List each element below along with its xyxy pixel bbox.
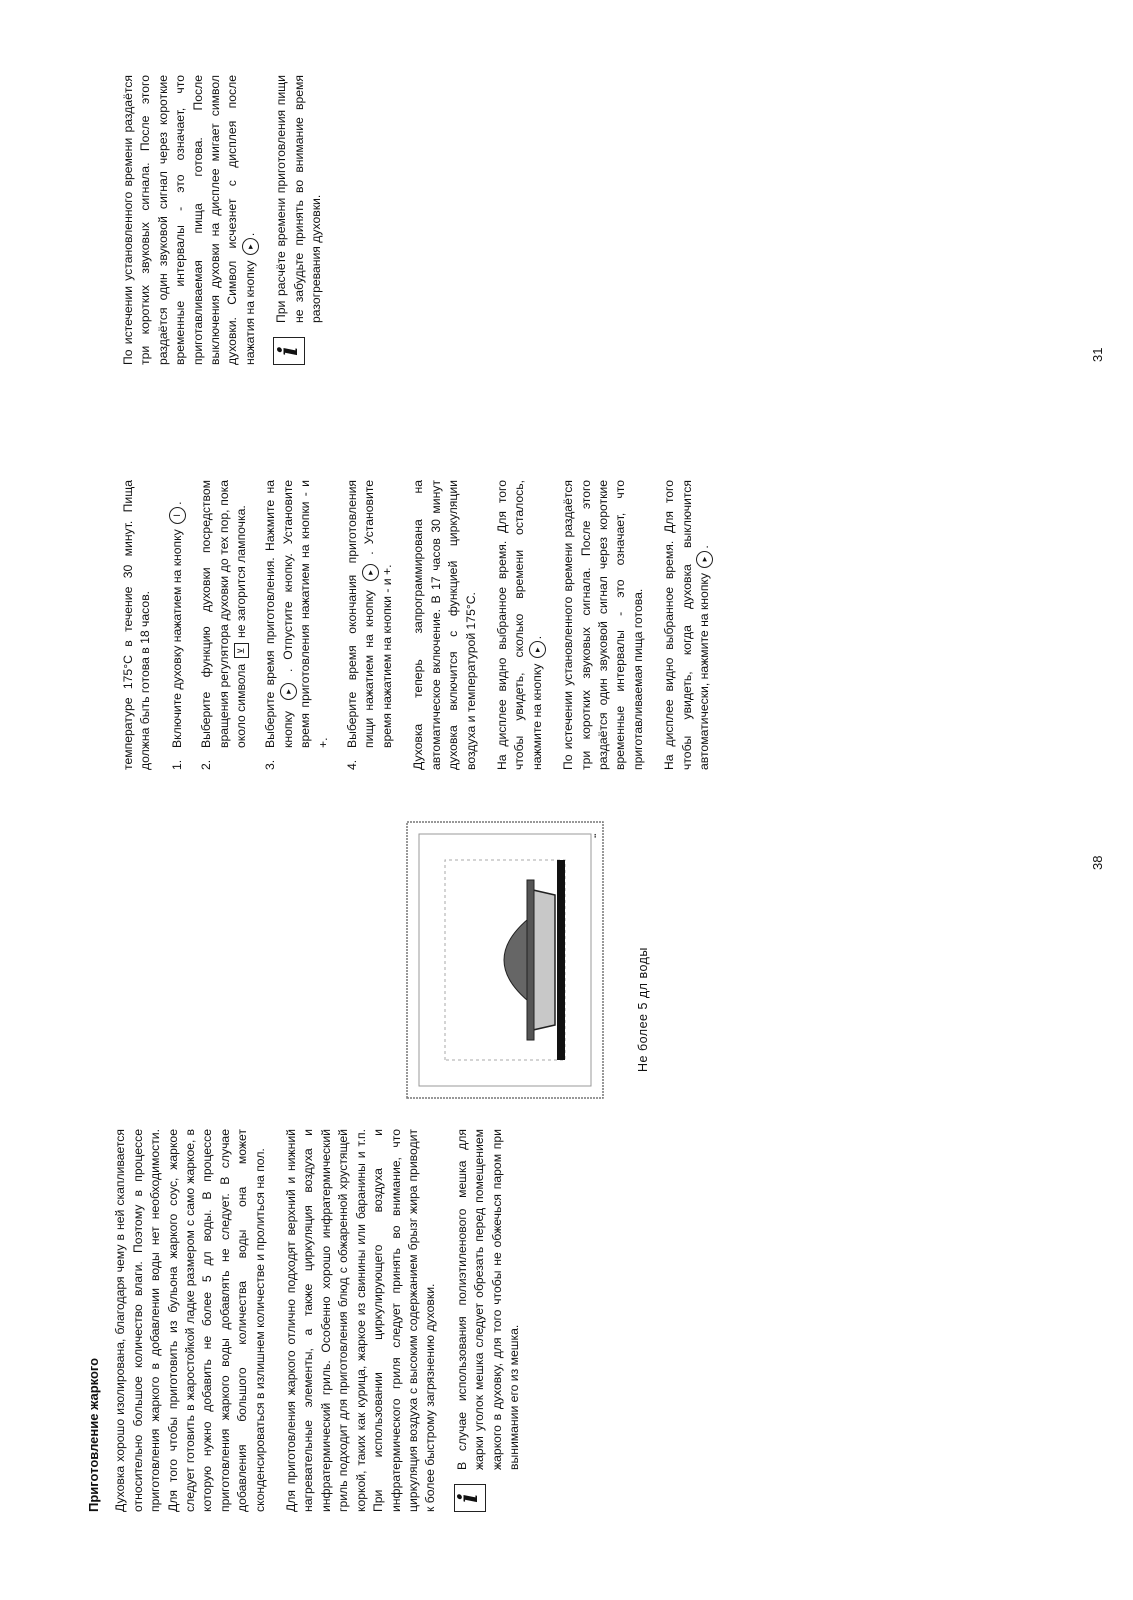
info-note-text: При расчёте времени приготовления пищи не забудьте принять во внимание время разогревания духовки. [274, 75, 324, 323]
paragraph-temperature: температуре 175°C в течение 30 минут. Пища должна быть готова в 18 часов. [121, 480, 153, 770]
info-note [454, 1129, 524, 1512]
right-column-2 [120, 75, 325, 365]
right-column-1 [120, 480, 727, 770]
paragraph-display-end-text: На дисплее видно выбранное время. Для того чтобы увидеть, когда духовка выключится автоматически, нажмите на кнопку [662, 480, 711, 770]
paragraph-intro: Духовка хорошо изолирована, благодаря чему в ней скапливается относительно большое количество влаги. Поэтому в процессе приготовления жаркого в добавлении воды нет необходимости. Для того чтобы приготовить из бульона жаркого соус, жаркое следует готовить в жаростойкой ладке размером с само жаркое, в которую нужно добавить не более 5 дл воды. В процессе приготовления жаркого воды добавлять не следует. В случае добавления большого количества воды она может сконденсироваться в излишнем количестве и пролиться на пол. [113, 1129, 267, 1512]
paragraph-heating: Для приготовления жаркого отлично подходят верхний и нижний нагревательные элементы, а также циркуляция воздуха и инфратермический гриль. Особенно хорошо инфратермический гриль подходит для приготовления блюд с обжаренной хрустящей коркой, таких как курица, жаркое из свинины или баранины и т.п. При использовании циркулирующего воздуха и инфратермического гриля следует принять во внимание, что циркуляция воздуха с высоким содержанием брызг жира приводит к более быстрому загрязнению духовки. [284, 1129, 438, 1512]
step-text-continued: . Установите время нажатием на кнопки - и +. [362, 479, 394, 748]
info-icon: i [454, 1484, 486, 1512]
paragraph-display-remaining-text: На дисплее видно выбранное время. Для того чтобы увидеть, сколько времени осталось, нажмите на кнопку [494, 480, 544, 770]
step-text-continued: . Отпустите кнопку. Установите время приготовления нажатием на кнопки - и +. [280, 480, 330, 748]
paragraph-signal-end-text: По истечении установленного времени раздаётся три коротких звуковых сигнала. После этого раздаётся один звуковой сигнал через короткие временные интервалы - это означает, что приготавливаемая пища готова. После выключения духовки на дисплее мигает символ духовки. Символ исчезнет с дисплея после нажатия на кнопку [121, 75, 257, 365]
timer-button-icon: ▸ [242, 238, 259, 255]
page-number-left: 38 [1090, 855, 1105, 870]
page-number-right: 31 [1090, 347, 1105, 362]
step-text: Выберите функцию духовки посредством вращения регулятора духовки до тех пор, пока около символа [199, 480, 249, 748]
timer-button-icon: ▸ [280, 683, 297, 700]
paragraph-signal-end: По истечении установленного времени раздаётся три коротких звуковых сигнала. После этого раздаётся один звуковой сигнал через короткие временные интервалы - это означает, что приготавливаемая пища готова. После выключения духовки на дисплее мигает символ духовки. Символ исчезнет с дисплея после нажатия на кнопку ▸. [120, 75, 259, 365]
info-note [273, 75, 325, 365]
step-number: 3. [263, 759, 278, 770]
step-text: Выберите время окончания приготовления пищи нажатием на кнопку [345, 480, 377, 748]
figure-code: ▪▪ [593, 833, 599, 838]
step-1: 1. Включите духовку нажатием на кнопку I. [169, 480, 186, 770]
info-icon: i [273, 337, 305, 365]
section-title: Приготовление жаркого [86, 1357, 101, 1512]
step-text: Включите духовку нажатием на кнопку [169, 529, 184, 748]
timer-button-icon: ▸ [696, 551, 713, 568]
oven-function-symbol-icon: ⊻ [234, 643, 249, 658]
step-text: Выберите время приготовления. Нажмите на кнопку [263, 480, 295, 748]
paragraph-signal: По истечении установленного времени раздаётся три коротких звуковых сигнала. После этого раздаётся один звуковой сигнал через короткие временные интервалы - это означает, что приготавливаемая пища готова. [561, 480, 645, 770]
timer-button-icon: ▸ [362, 564, 379, 581]
power-button-icon: I [169, 507, 186, 524]
paragraph-programmed: Духовка теперь запрограммирована на автоматическое включение. В 17 часов 30 минут духовка включится с функцией циркуляции воздуха и температурой 175°C. [411, 480, 478, 770]
step-number: 1. [169, 759, 184, 770]
left-column [85, 1129, 523, 1512]
info-note-text: В случае использования полиэтиленового мешка для жарки уголок мешка следует обрезать перед помещением жаркого в духовку, для того чтобы не обжечься паром при вынимании его из мешка. [454, 1129, 521, 1470]
timer-button-icon: ▸ [529, 641, 546, 658]
paragraph-display-end: На дисплее видно выбранное время. Для того чтобы увидеть, когда духовка выключится автоматически, нажмите на кнопку ▸. [661, 480, 713, 770]
paragraph-display-remaining: На дисплее видно выбранное время. Для того чтобы увидеть, сколько времени осталось, нажмите на кнопку ▸. [494, 480, 546, 770]
step-number: 4. [345, 759, 360, 770]
steps-list [169, 480, 396, 770]
roasting-dish-illustration [405, 820, 605, 1100]
step-number: 2. [199, 759, 214, 770]
step-text-continued: не загорится лампочка. [234, 505, 249, 639]
step-3 [262, 480, 332, 770]
step-4 [344, 480, 396, 770]
step-2 [198, 480, 250, 770]
figure-caption: Не более 5 дл воды [636, 947, 650, 1072]
